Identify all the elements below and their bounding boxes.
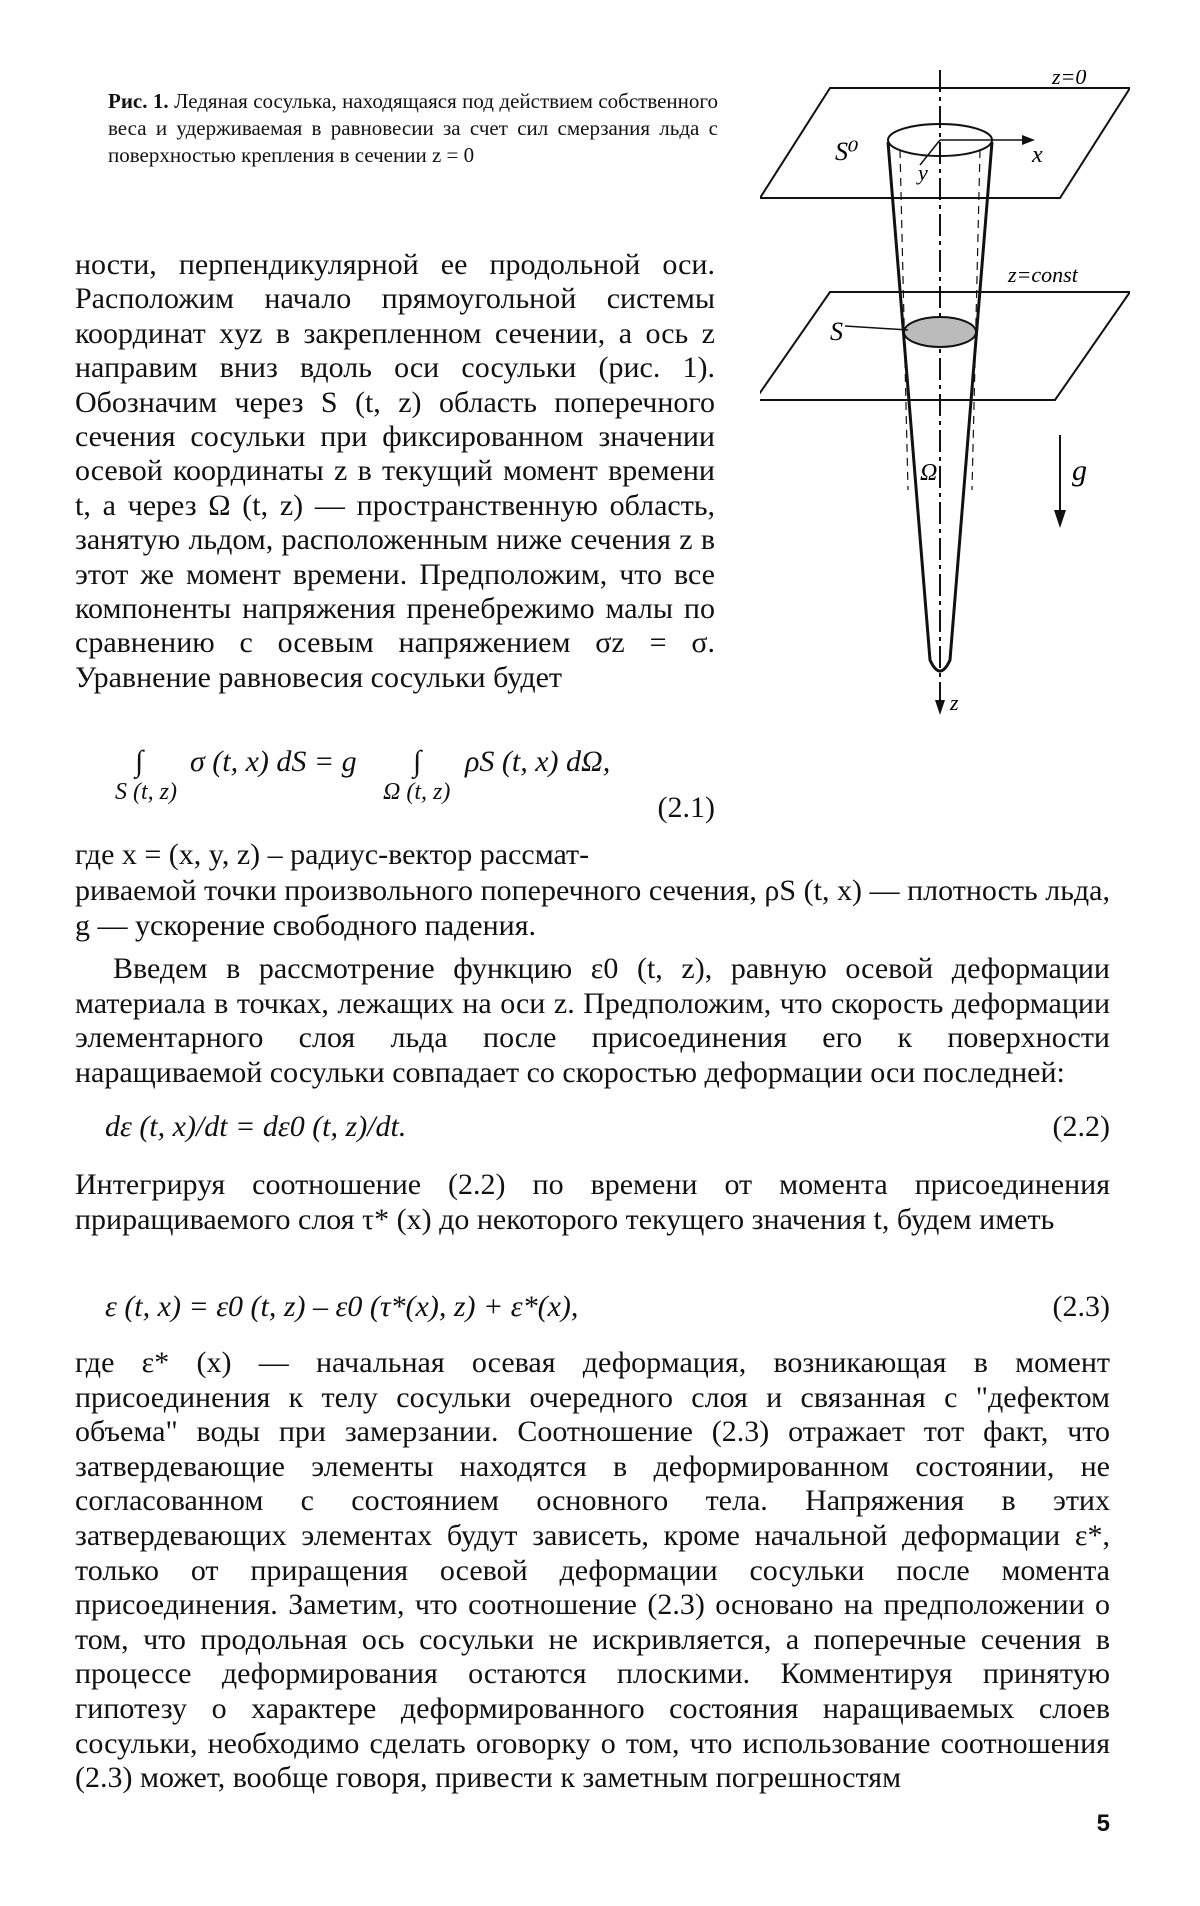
figure-caption-label: Рис. 1. [108,89,169,113]
eq21-domain-1: S (t, z) [115,779,177,805]
icicle-figure [760,70,1130,790]
eq21-integral-2: ∫ [413,745,422,778]
column-paragraph: ности, перпендикулярной ее продольной оси. Расположим начало прямоугольной системы координат xyz в закрепленном сечении, а ось z направим вниз вдоль оси сосульки (рис. 1). Обозначим через S (t, z) область поперечного сечения сосульки при фиксированном значении осевой координаты z в текущий момент времени t, а через Ω (t, z) — пространственную область, занятую льдом, расположенным ниже сечения z в этот же момент времени. Предположим, что все компоненты напряжения пренебрежимо малы по сравнению с осевым напряжением σz = σ. Уравнение равновесия сосульки будет [75,248,715,694]
eq21-integral-1: ∫ [135,745,144,778]
eq22-number: (2.2) [1052,1110,1110,1143]
equation-2-2 [75,1110,1110,1150]
paragraph-2: Введем в рассмотрение функцию ε0 (t, z), равную осевой деформации материала в точках, лежащих на оси z. Предположим, что скорость деформации элементарного слоя льда после присоединения его к поверхности наращиваемой сосульки совпадает со скоростью деформации оси последней: [75,952,1110,1089]
figure-caption [108,88,718,169]
gravity-arrow [1054,510,1066,528]
eq22-formula: dε (t, x)/dt = dε0 (t, z)/dt. [105,1110,407,1143]
z-axis-arrow [935,700,945,715]
figure-caption-text: Ледяная сосулька, находящаяся под действием собственного веса и удерживаемая в равновесии за счет сил смерзания льда с поверхностью крепления в сечении z = 0 [108,89,718,167]
s-pointer [845,326,908,330]
label-x: x [1032,142,1043,168]
equation-2-1 [95,745,715,835]
label-zconst: z=const [1008,262,1078,287]
eq23-formula: ε (t, x) = ε0 (t, z) – ε0 (τ*(x), z) + ε*(x), [105,1290,579,1323]
label-s: S [830,317,843,346]
label-z: z [950,690,959,715]
section-s [904,317,976,347]
equation-2-3 [75,1290,1110,1330]
eq21-number: (2.1) [657,791,715,824]
plane-z0 [760,88,1130,198]
eq21-integrand-1: σ (t, x) dS = g [190,745,357,778]
paragraph-3: Интегрируя соотношение (2.2) по времени от момента присоединения приращиваемого слоя τ* (x) до некоторого текущего значения t, будем иметь [75,1168,1110,1236]
label-omega: Ω [920,460,938,486]
para-after-eq1-line1: где x = (x, y, z) – радиус-вектор рассмат- [75,838,590,871]
eq23-number: (2.3) [1052,1290,1110,1323]
label-y: y [918,160,928,185]
para-after-eq1-rest: риваемой точки произвольного поперечного сечения, ρS (t, x) — плотность льда, g — ускорение свободного падения. [75,874,1110,942]
label-g: g [1072,454,1087,487]
page-number: 5 [1096,1810,1110,1837]
label-s0: S⁰ [835,137,859,166]
eq21-domain-2: Ω (t, z) [383,779,451,805]
eq21-integrand-2: ρS (t, x) dΩ, [465,745,611,778]
paragraph-4: где ε* (x) — начальная осевая деформация, возникающая в момент присоединения к телу сосульки очередного слоя и связанная с "дефектом объема" воды при замерзании. Соотношение (2.3) отражает тот факт, что затвердевающие элементы находятся в деформированном состоянии, не согласованном с состоянием основного тела. Напряжения в этих затвердевающих элементах будут зависеть, кроме начальной деформации ε*, только от приращения осевой деформации сосульки после момента присоединения. Заметим, что соотношение (2.3) основано на предположении о том, что продольная ось сосульки не искривляется, а поперечные сечения в процессе деформирования остаются плоскими. Комментируя принятую гипотезу о характере деформированного состояния наращиваемых слоев сосульки, необходимо сделать оговорку о том, что использование соотношения (2.3) может, вообще говоря, привести к заметным погрешностям [75,1346,1110,1795]
label-z0: z=0 [1052,70,1087,89]
